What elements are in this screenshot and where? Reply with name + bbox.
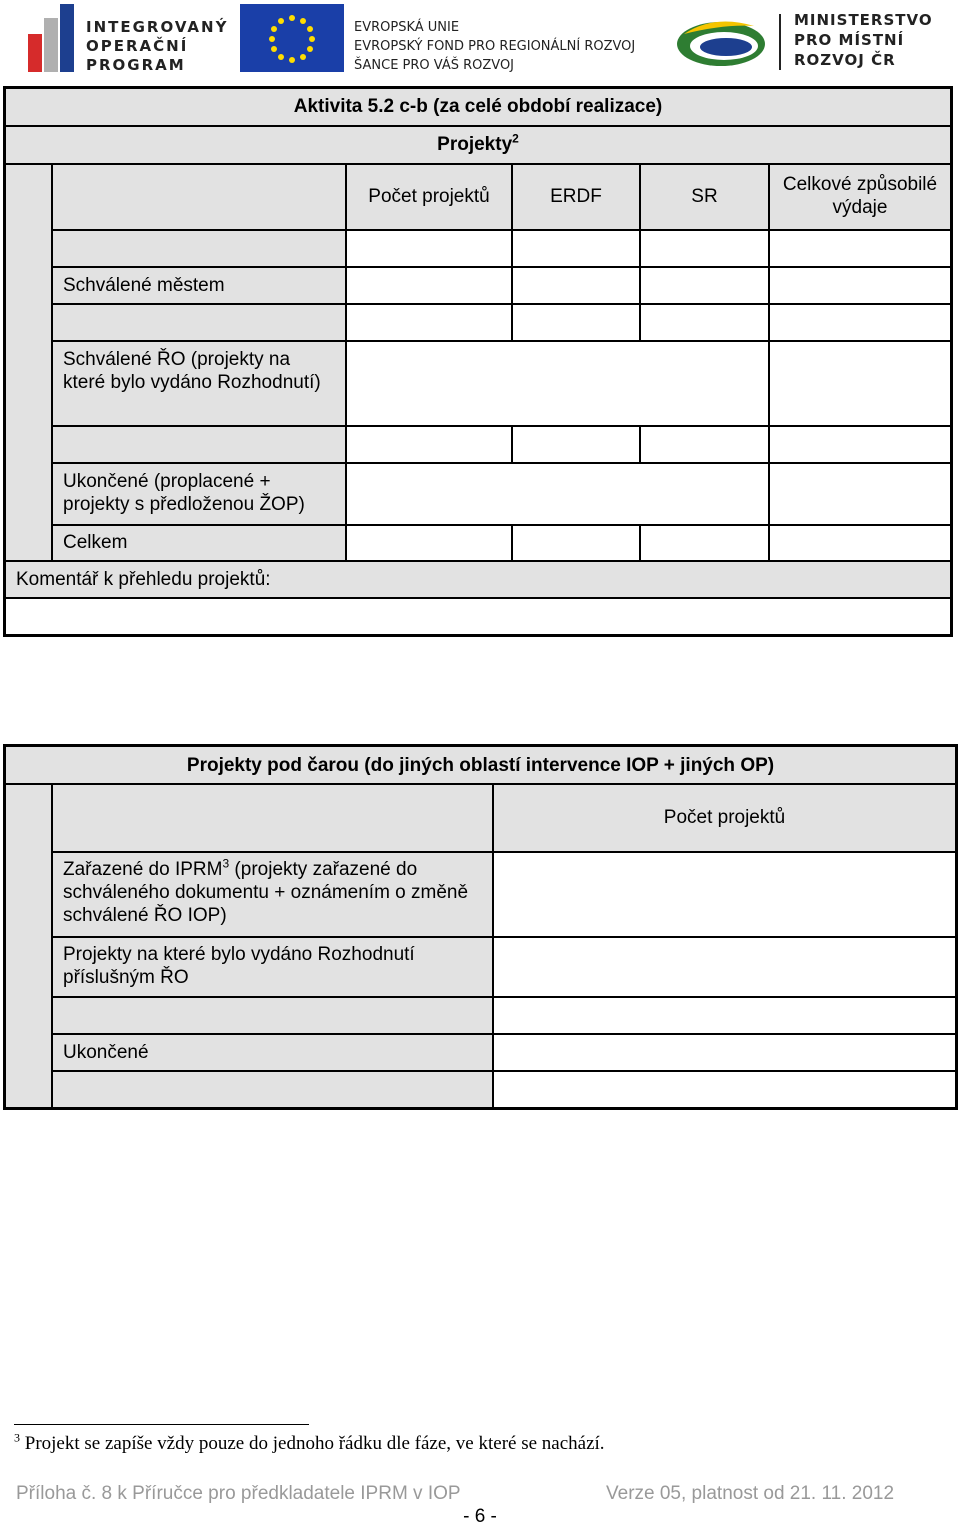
footnote-ref-3: 3 xyxy=(222,856,230,871)
footnote-separator xyxy=(14,1424,309,1425)
row-ukoncene-label: Ukončené (proplacené + projekty s předloženou ŽOP) xyxy=(63,471,305,515)
t2-row-zarazene-prefix: Zařazené do IPRM xyxy=(63,859,223,880)
cell-r2-pocet[interactable] xyxy=(346,267,512,304)
cell-r3-celkove[interactable] xyxy=(769,304,951,341)
cell-r1-pocet[interactable] xyxy=(346,230,512,267)
comment-input[interactable] xyxy=(5,598,951,635)
cell-r7-celkove[interactable] xyxy=(769,525,951,561)
cell-r3-pocet[interactable] xyxy=(346,304,512,341)
col-header-sr-label: SR xyxy=(691,186,718,207)
t2-cell-zarazene[interactable] xyxy=(493,852,956,937)
table2-title: Projekty pod čarou (do jiných oblastí intervence IOP + jiných OP) xyxy=(186,755,775,776)
cell-r5-erdf[interactable] xyxy=(512,426,640,463)
t2-row-label-blank-2 xyxy=(52,1071,493,1108)
t2-row-rozhodnuti-label: Projekty na které bylo vydáno Rozhodnutí příslušným ŘO xyxy=(63,944,415,988)
table2-col-header-label: Počet projektů xyxy=(663,807,786,828)
cell-r2-sr[interactable] xyxy=(640,267,769,304)
row-label-blank-3 xyxy=(52,426,346,463)
footer-right: Verze 05, platnost od 21. 11. 2012 xyxy=(606,1483,895,1504)
cell-r5-celkove[interactable] xyxy=(769,426,951,463)
cell-r1-erdf[interactable] xyxy=(512,230,640,267)
mmr-divider xyxy=(779,14,781,70)
mmr-logo-line1: MINISTERSTVO xyxy=(794,11,933,29)
col-header-celkove-label: Celkové způsobilé výdaje xyxy=(782,174,938,218)
cell-r7-erdf[interactable] xyxy=(512,525,640,561)
row-celkem-label: Celkem xyxy=(63,532,128,553)
iop-logo-line2: OPERAČNÍ xyxy=(86,37,189,55)
mmr-logo-text xyxy=(794,10,933,70)
cell-r4-merged[interactable] xyxy=(346,341,769,426)
eu-logo-line2: EVROPSKÝ FOND PRO REGIONÁLNÍ ROZVOJ xyxy=(354,39,636,54)
iop-logo-line3: PROGRAM xyxy=(86,56,186,74)
mmr-logo-icon xyxy=(674,14,768,70)
table1-subtitle-text: Projekty xyxy=(437,134,513,155)
cell-r1-celkove[interactable] xyxy=(769,230,951,267)
t2-cell-rozhodnuti[interactable] xyxy=(493,937,956,997)
footnote-number: 3 xyxy=(14,1430,20,1445)
cell-r4-celkove[interactable] xyxy=(769,341,951,426)
cell-r2-celkove[interactable] xyxy=(769,267,951,304)
page-number: - 6 - xyxy=(463,1506,497,1527)
col-header-pocet-label: Počet projektů xyxy=(368,186,490,207)
table1-subtitle xyxy=(5,133,951,156)
iop-logo xyxy=(28,4,228,74)
t2-row-ukoncene-label: Ukončené xyxy=(63,1042,149,1063)
table1-left-strip xyxy=(5,164,52,561)
footnote xyxy=(14,1432,605,1456)
cell-r7-pocet[interactable] xyxy=(346,525,512,561)
mmr-logo-line3: ROZVOJ ČR xyxy=(794,51,896,69)
cell-r2-erdf[interactable] xyxy=(512,267,640,304)
cell-r3-sr[interactable] xyxy=(640,304,769,341)
t2-cell-blank-1[interactable] xyxy=(493,997,956,1034)
footnote-ref-2: 2 xyxy=(512,131,519,146)
mmr-logo-line2: PRO MÍSTNÍ xyxy=(794,31,905,49)
cell-r3-erdf[interactable] xyxy=(512,304,640,341)
comment-label: Komentář k přehledu projektů: xyxy=(16,569,271,590)
row-label-blank-1 xyxy=(52,230,346,267)
eu-logo-line1: EVROPSKÁ UNIE xyxy=(354,20,460,35)
cell-r6-merged[interactable] xyxy=(346,463,769,525)
footnote-text: Projekt se zapíše vždy pouze do jednoho řádku dle fáze, ve které se nachází. xyxy=(24,1433,605,1454)
table1-header-blank xyxy=(52,164,346,230)
iop-logo-mark xyxy=(28,34,42,72)
t2-row-zarazene-suffix: (projekty zařazené do schváleného dokumentu + oznámením o změně schválené ŘO IOP) xyxy=(63,859,469,926)
t2-row-zarazene-label xyxy=(63,858,483,927)
cell-r6-celkove[interactable] xyxy=(769,463,951,525)
cell-r5-sr[interactable] xyxy=(640,426,769,463)
row-schvalene-ro-label: Schválené ŘO (projekty na které bylo vydáno Rozhodnutí) xyxy=(63,349,321,393)
row-label-blank-2 xyxy=(52,304,346,341)
cell-r7-sr[interactable] xyxy=(640,525,769,561)
row-schvalene-mestem-label: Schválené městem xyxy=(63,275,225,296)
eu-logo-text xyxy=(354,18,635,75)
footer-left: Příloha č. 8 k Příručce pro předkladatele IPRM v IOP xyxy=(16,1483,461,1504)
t2-cell-ukoncene[interactable] xyxy=(493,1034,956,1071)
eu-logo-line3: ŠANCE PRO VÁŠ ROZVOJ xyxy=(354,58,515,73)
table2-header-blank xyxy=(52,784,493,852)
col-header-erdf-label: ERDF xyxy=(550,186,602,207)
t2-cell-blank-2[interactable] xyxy=(493,1071,956,1108)
cell-r5-pocet[interactable] xyxy=(346,426,512,463)
table1-title: Aktivita 5.2 c-b (za celé období realizace) xyxy=(293,96,663,117)
iop-logo-line1: INTEGROVANÝ xyxy=(86,18,229,36)
t2-row-label-blank-1 xyxy=(52,997,493,1034)
cell-r1-sr[interactable] xyxy=(640,230,769,267)
table2-left-strip xyxy=(5,784,52,1108)
eu-flag-icon xyxy=(240,4,344,72)
